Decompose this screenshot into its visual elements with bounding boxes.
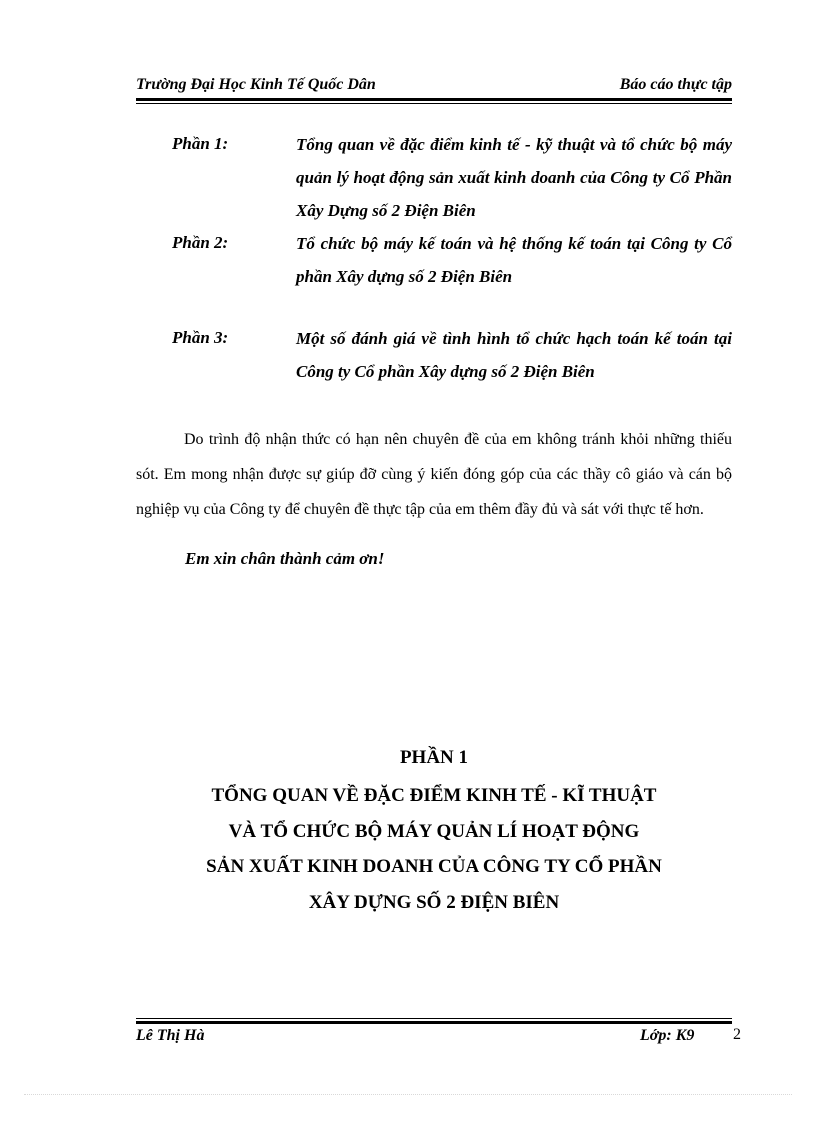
page-number: 2	[733, 1026, 741, 1043]
header-rule-thick	[136, 98, 732, 101]
body-paragraph: Do trình độ nhận thức có hạn nên chuyên đề của em không tránh khỏi những thiếu sót. Em mong nhận được sự giúp đỡ cùng ý kiến đóng góp của các thầy cô giáo và cán bộ nghiệp vụ của Công ty để chuyên đề thực tập của em thêm đầy đủ và sát với thực tế hơn.	[136, 431, 732, 518]
header-university: Trường Đại Học Kinh Tế Quốc Dân	[136, 76, 376, 93]
thanks-line: Em xin chân thành cảm ơn!	[185, 549, 385, 568]
part-2-label: Phần 2:	[172, 233, 229, 252]
header-rule-thin	[136, 103, 732, 104]
section-line-3: SẢN XUẤT KINH DOANH CỦA CÔNG TY CỔ PHẦN	[206, 856, 662, 877]
section-title: PHẦN 1	[399, 747, 469, 768]
page-bottom-divider	[24, 1094, 792, 1095]
section-line-4: XÂY DỰNG SỐ 2 ĐIỆN BIÊN	[308, 892, 560, 913]
header-report-type: Báo cáo thực tập	[619, 76, 732, 93]
footer-rule-thick	[136, 1021, 732, 1024]
part-2-text: Tổ chức bộ máy kế toán và hệ thống kế toán tại Công ty Cổ phần Xây dựng số 2 Điện Biên	[296, 234, 732, 286]
part-3-text: Một số đánh giá về tình hình tổ chức hạch toán kế toán tại Công ty Cổ phần Xây dựng số 2 Điện Biên	[296, 329, 732, 381]
footer-class: Lớp: K9	[640, 1027, 695, 1044]
section-line-1: TỔNG QUAN VỀ ĐẶC ĐIỂM KINH TẾ - KĨ THUẬT	[211, 785, 657, 806]
section-line-2: VÀ TỔ CHỨC BỘ MÁY QUẢN LÍ HOẠT ĐỘNG	[228, 821, 640, 842]
part-1-label: Phần 1:	[172, 134, 229, 153]
part-1-text: Tổng quan về đặc điểm kinh tế - kỹ thuật và tổ chức bộ máy quản lý hoạt động sản xuất kinh doanh của Công ty Cổ Phần Xây Dựng số 2 Điện Biên	[296, 135, 732, 220]
page-header	[136, 76, 732, 98]
footer-author: Lê Thị Hà	[136, 1027, 205, 1044]
footer-rule-thin	[136, 1018, 732, 1019]
part-3-label: Phần 3:	[172, 328, 229, 347]
